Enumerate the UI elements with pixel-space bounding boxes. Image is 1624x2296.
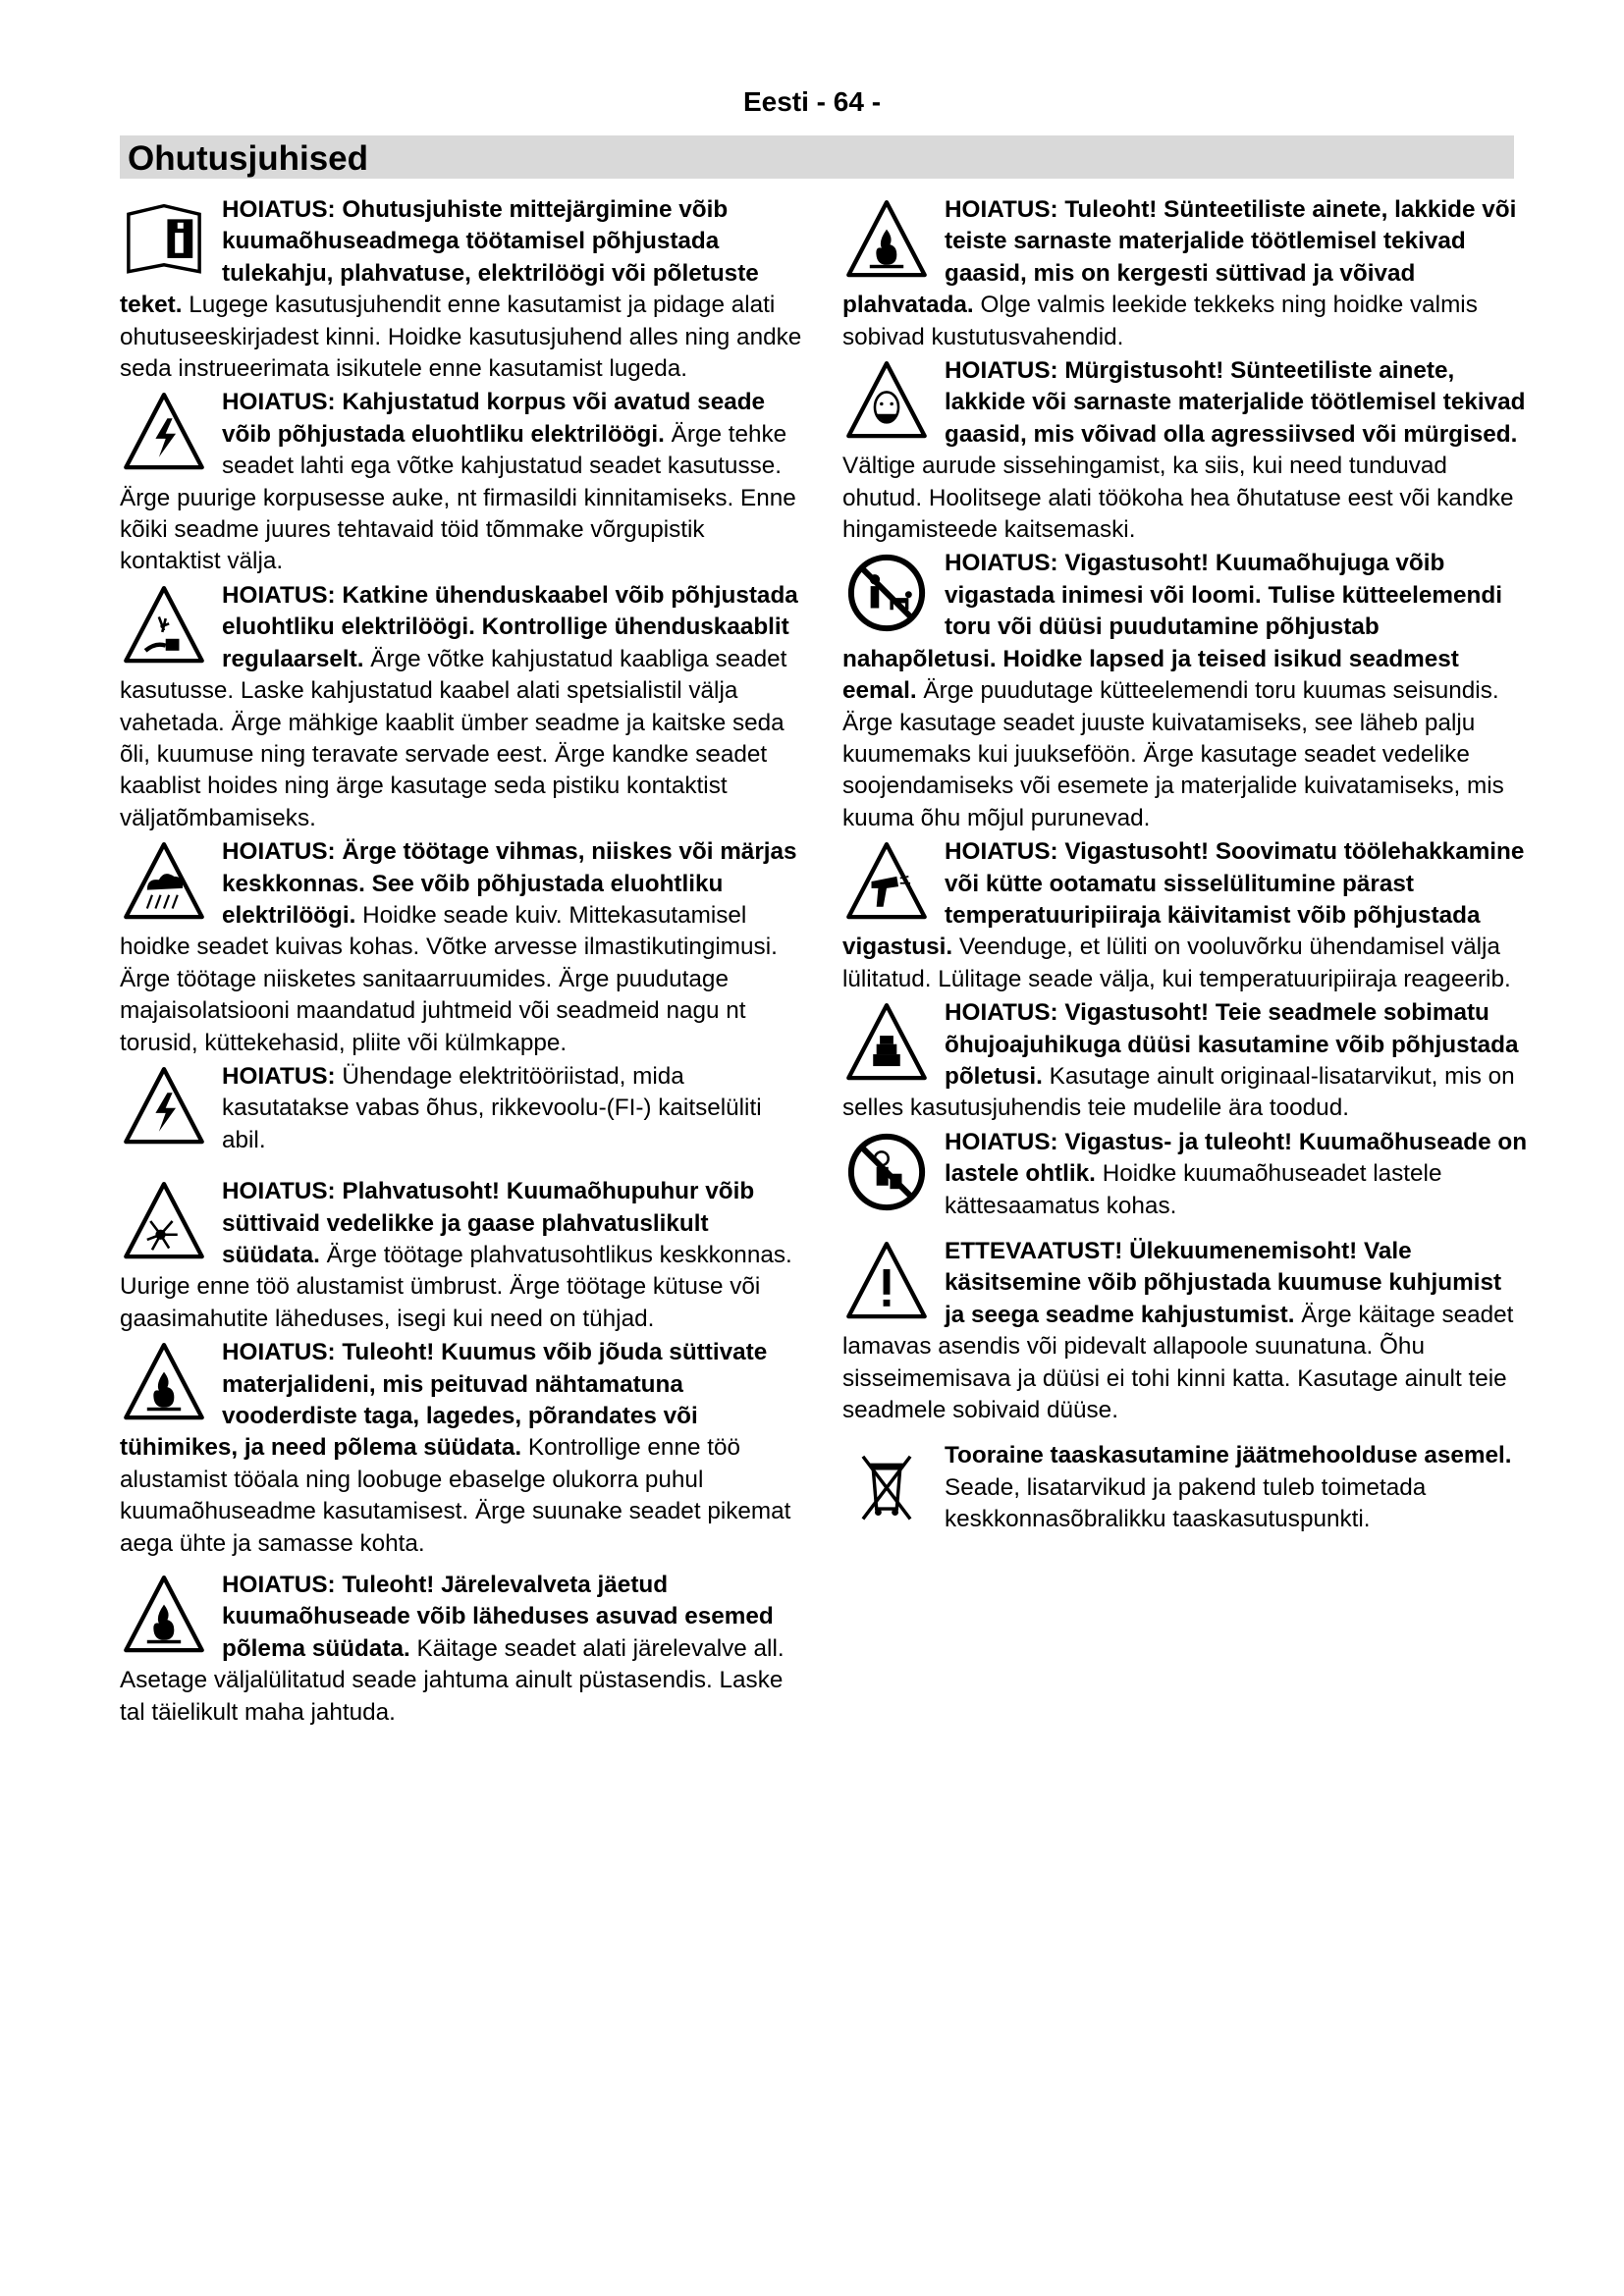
warning-body-text: Käitage seadet alati järelevalve all. Asetage väljalülitatud seade jahtuma ainult püstasendis. Laske tal täielikult maha jahtuda. xyxy=(120,1634,785,1726)
warning-bold-text: ETTEVAATUST! Ülekuumenemisoht! Vale käsitsemine võib põhjustada kuumuse kuhjumist ja seega seadme kahjustumist. xyxy=(945,1238,1502,1328)
no-people-animals-icon xyxy=(842,550,931,636)
warning-item xyxy=(120,580,807,834)
section-header-bar xyxy=(120,135,1514,179)
nozzle-warning-icon xyxy=(842,999,931,1086)
electric-shock-warning-icon xyxy=(120,1063,208,1149)
recycling-bold-text: Tooraine taaskasutamine jäätmehoolduse asemel. xyxy=(945,1442,1512,1469)
warning-item xyxy=(842,836,1528,995)
manual-info-icon xyxy=(120,196,208,283)
warning-body-text: Veenduge, et lüliti on vooluvõrku ühendamisel välja lülitatud. Lülitage seade välja, kui temperatuuripiiraja reageerib. xyxy=(842,934,1511,992)
warning-bold-text: HOIATUS: Vigastusoht! Kuumaõhujuga võib vigastada inimesi või loomi. Tulise kütteelemendi toru või düüsi puudutamine põhjustab nahapõletusi. Hoidke lapsed ja teised isikud seadmest eemal. xyxy=(842,550,1502,705)
electric-shock-warning-icon xyxy=(120,389,208,475)
warning-item xyxy=(120,1570,807,1729)
warning-item xyxy=(120,1337,807,1560)
warning-body-text: Ühendage elektritööriistad, mida kasutatakse vabas õhus, rikkevoolu-(FI-) kaitselüliti abil. xyxy=(222,1062,762,1153)
warning-body-text: Ärge töötage plahvatusohtlikus keskkonnas. Uurige enne töö alustamist ümbrust. Ärge töötage kütuse või gaasimahutite läheduses, isegi kui need on tühjad. xyxy=(120,1242,792,1332)
heat-gun-warning-icon xyxy=(842,838,931,925)
right-column xyxy=(842,194,1528,1536)
warning-body-text: Vältige aurude sissehingamist, ka siis, kui need tunduvad ohutud. Hoolitsege alati töökoha hea õhutatuse eest või kandke hingamisteede kaitsemaski. xyxy=(842,453,1514,544)
warning-bold-text: HOIATUS: Kahjustatud korpus või avatud seade võib põhjustada eluohtliku elektrilöögi. xyxy=(222,389,766,448)
warning-bold-text: HOIATUS: Katkine ühenduskaabel võib põhjustada eluohtliku elektrilöögi. Kontrollige ühenduskaablit regulaarselt. xyxy=(222,581,798,672)
warning-item xyxy=(120,387,807,577)
warning-bold-text: HOIATUS: xyxy=(222,1062,336,1090)
warning-item xyxy=(120,1176,807,1335)
damaged-cable-warning-icon xyxy=(120,582,208,668)
crossed-bin-recycling-icon xyxy=(842,1442,931,1528)
warning-item xyxy=(842,355,1528,546)
warning-bold-text: HOIATUS: Tuleoht! Kuumus võib jõuda süttivate materjalideni, mis peituvad nähtamatuna vooderdiste taga, lagedes, põrandates või tühimikes, ja need põlema süüdata. xyxy=(120,1339,768,1462)
warning-bold-text: HOIATUS: Ohutusjuhiste mittejärgimine võib kuumaõhuseadmega töötamisel põhjustada tulekahju, plahvatuse, elektrilöögi või põletuste teket. xyxy=(120,196,759,319)
warning-body-text: Ärge puudutage kütteelemendi toru kuumas seisundis. Ärge kasutage seadet juuste kuivatamiseks, see läheb palju kuumemaks kui juukseföön. Ärge kasutage seadet vedelike soojendamiseks või esemete ja materjalide kuivatamiseks, mis kuuma õhu mõjul purunevad. xyxy=(842,677,1504,831)
warning-bold-text: HOIATUS: Tuleoht! Järelevalveta jäetud kuumaõhuseade võib läheduses asuvad esemed põlema süüdata. xyxy=(222,1572,774,1662)
warning-body-text: Ärge võtke kahjustatud kaabliga seadet kasutusse. Laske kahjustatud kaabel alati spetsialistil välja vahetada. Ärge mähkige kaablit ümber seadme ja kaitske seda õli, kuumuse ning teravate servade eest. Ärge kandke seadet kaablist hoides ning ärge kasutage seda pistiku kontaktist väljatõmbamiseks. xyxy=(120,645,787,831)
fire-warning-icon xyxy=(842,196,931,283)
warning-body-text: Hoidke kuumaõhuseadet lastele kättesaamatus kohas. xyxy=(945,1160,1442,1219)
warning-bold-text: HOIATUS: Vigastus- ja tuleoht! Kuumaõhuseade on lastele ohtlik. xyxy=(945,1128,1528,1188)
warning-bold-text: HOIATUS: Tuleoht! Sünteetiliste ainete, lakkide või teiste sarnaste materjalide töötlemisel tekivad gaasid, mis on kergesti süttivad ja võivad plahvatada. xyxy=(842,196,1517,319)
warning-item xyxy=(120,1061,807,1156)
fire-warning-icon xyxy=(120,1572,208,1658)
recycling-item xyxy=(842,1440,1528,1535)
fire-warning-icon xyxy=(120,1339,208,1425)
explosion-warning-icon xyxy=(120,1178,208,1264)
warning-item xyxy=(842,548,1528,834)
warning-bold-text: HOIATUS: Plahvatusoht! Kuumaõhupuhur võib süttivaid vedelikke ja gaase plahvatuslikult süüdata. xyxy=(222,1178,755,1268)
warning-body-text: Lugege kasutusjuhendit enne kasutamist ja pidage alati ohutuseeskirjadest kinni. Hoidke kasutusjuhend alles ning andke seda instrueerimata isikutele enne kasutamist lugeda. xyxy=(120,292,802,383)
recycling-body-text: Seade, lisatarvikud ja pakend tuleb toimetada keskkonnasõbralikku taaskasutuspunkti. xyxy=(945,1473,1427,1533)
no-children-icon xyxy=(842,1129,931,1215)
warning-body-text: Ärge käitage seadet lamavas asendis või pidevalt allapoole suunatuna. Õhu sisseimemisava ja düüsi ei tohi kinni katta. Kasutage ainult teie seadmele sobivaid düüse. xyxy=(842,1301,1514,1424)
section-title: Ohutusjuhised xyxy=(128,139,368,178)
warning-bold-text: HOIATUS: Mürgistusoht! Sünteetiliste ainete, lakkide või sarnaste materjalide töötlemisel tekivad gaasid, mis võivad olla agressiivsed või mürgised. xyxy=(945,357,1526,448)
warning-item xyxy=(842,1127,1528,1222)
warning-body-text: Kontrollige enne töö alustamist tööala ning loobuge ebaselge olukorra puhul kuumaõhuseadme kasutamisest. Ärge suunake seadet pikemat aega ühte ja samasse kohta. xyxy=(120,1434,791,1557)
left-column xyxy=(120,194,807,1729)
warning-item xyxy=(842,194,1528,353)
caution-exclamation-icon xyxy=(842,1238,931,1324)
warning-body-text: Olge valmis leekide tekkeks ning hoidke valmis sobivad kustutusvahendid. xyxy=(842,292,1478,350)
warning-item xyxy=(120,836,807,1059)
warning-body-text: Ärge tehke seadet lahti ega võtke kahjustatud seadet kasutusse. Ärge puurige korpusesse auke, nt firmasildi kinnitamiseks. Enne kõiki seadme juures tehtavaid töid tõmmake võrgupistik kontaktist välja. xyxy=(120,420,796,575)
rain-warning-icon xyxy=(120,838,208,925)
warning-bold-text: HOIATUS: Vigastusoht! Soovimatu töölehakkamine või kütte ootamatu sisselülitumine pärast temperatuuripiiraja käivitamist võib põhjustada vigastusi. xyxy=(842,838,1525,961)
warning-item xyxy=(842,997,1528,1125)
warning-item xyxy=(842,1236,1528,1426)
warning-bold-text: HOIATUS: Vigastusoht! Teie seadmele sobimatu õhujoajuhikuga düüsi kasutamine võib põhjustada põletusi. xyxy=(945,999,1519,1090)
respirator-warning-icon xyxy=(842,357,931,444)
warning-body-text: Hoidke seade kuiv. Mittekasutamisel hoidke seadet kuivas kohas. Võtke arvesse ilmastikutingimusi. Ärge töötage niisketes sanitaarruumides. Ärge puudutage majaisolatsiooni maandatud juhtmeid või seadmeid nagu nt torusid, küttekehasid, pliite või külmkappe. xyxy=(120,901,778,1056)
warning-item xyxy=(120,194,807,385)
page-number-header: Eesti - 64 - xyxy=(742,86,882,117)
warning-bold-text: HOIATUS: Ärge töötage vihmas, niiskes või märjas keskkonnas. See võib põhjustada eluohtliku elektrilöögi. xyxy=(222,838,797,929)
warning-body-text: Kasutage ainult originaal-lisatarvikut, mis on selles kasutusjuhendis teie mudelile ära toodud. xyxy=(842,1062,1515,1122)
